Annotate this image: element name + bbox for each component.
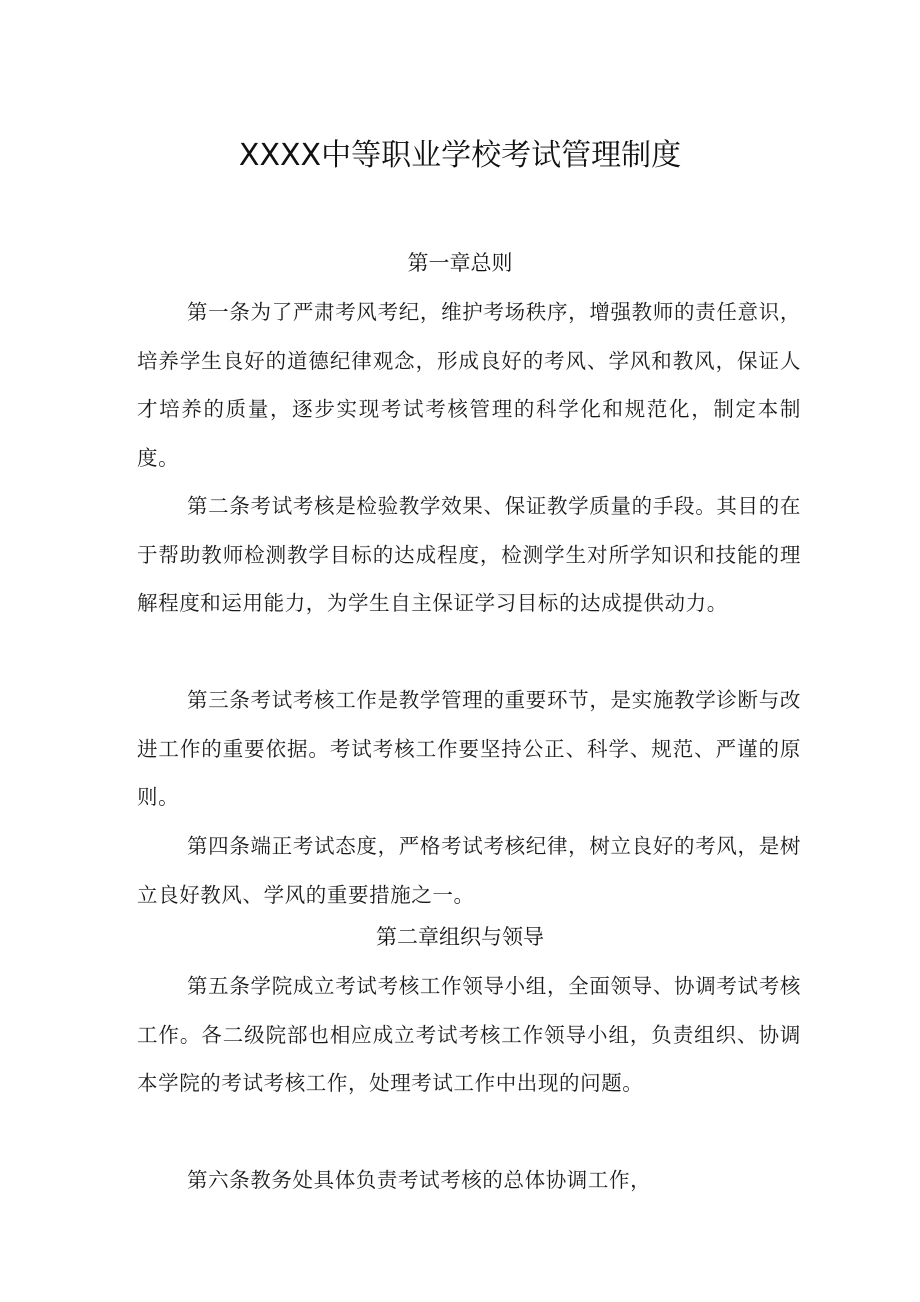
article-4: 第四条端正考试态度，严格考试考核纪律，树立良好的考风，是树立良好教风、学风的重要措施之一。 (137, 834, 801, 907)
article-6: 第六条教务处具体负责考试考核的总体协调工作， (187, 1168, 652, 1192)
article-1: 第一条为了严肃考风考纪，维护考场秩序，增强教师的责任意识，培养学生良好的道德纪律观念，形成良好的考风、学风和教风，保证人才培养的质量，逐步实现考试考核管理的科学化和规范化，制定本制度。 (137, 300, 801, 471)
document-title: XXXX中等职业学校考试管理制度 (238, 138, 682, 173)
article-5: 第五条学院成立考试考核工作领导小组，全面领导、协调考试考核工作。各二级院部也相应成立考试考核工作领导小组，负责组织、协调本学院的考试考核工作，处理考试工作中出现的问题。 (137, 974, 801, 1096)
article-2: 第二条考试考核是检验教学效果、保证教学质量的手段。其目的在于帮助教师检测教学目标的达成程度，检测学生对所学知识和技能的理解程度和运用能力，为学生自主保证学习目标的达成提供动力。 (137, 494, 801, 616)
article-3: 第三条考试考核工作是教学管理的重要环节，是实施教学诊断与改进工作的重要依据。考试考核工作要坚持公正、科学、规范、严谨的原则。 (137, 688, 801, 810)
chapter-heading-1: 第一章总则 (407, 251, 513, 275)
chapter-heading-2: 第二章组织与领导 (376, 925, 544, 949)
